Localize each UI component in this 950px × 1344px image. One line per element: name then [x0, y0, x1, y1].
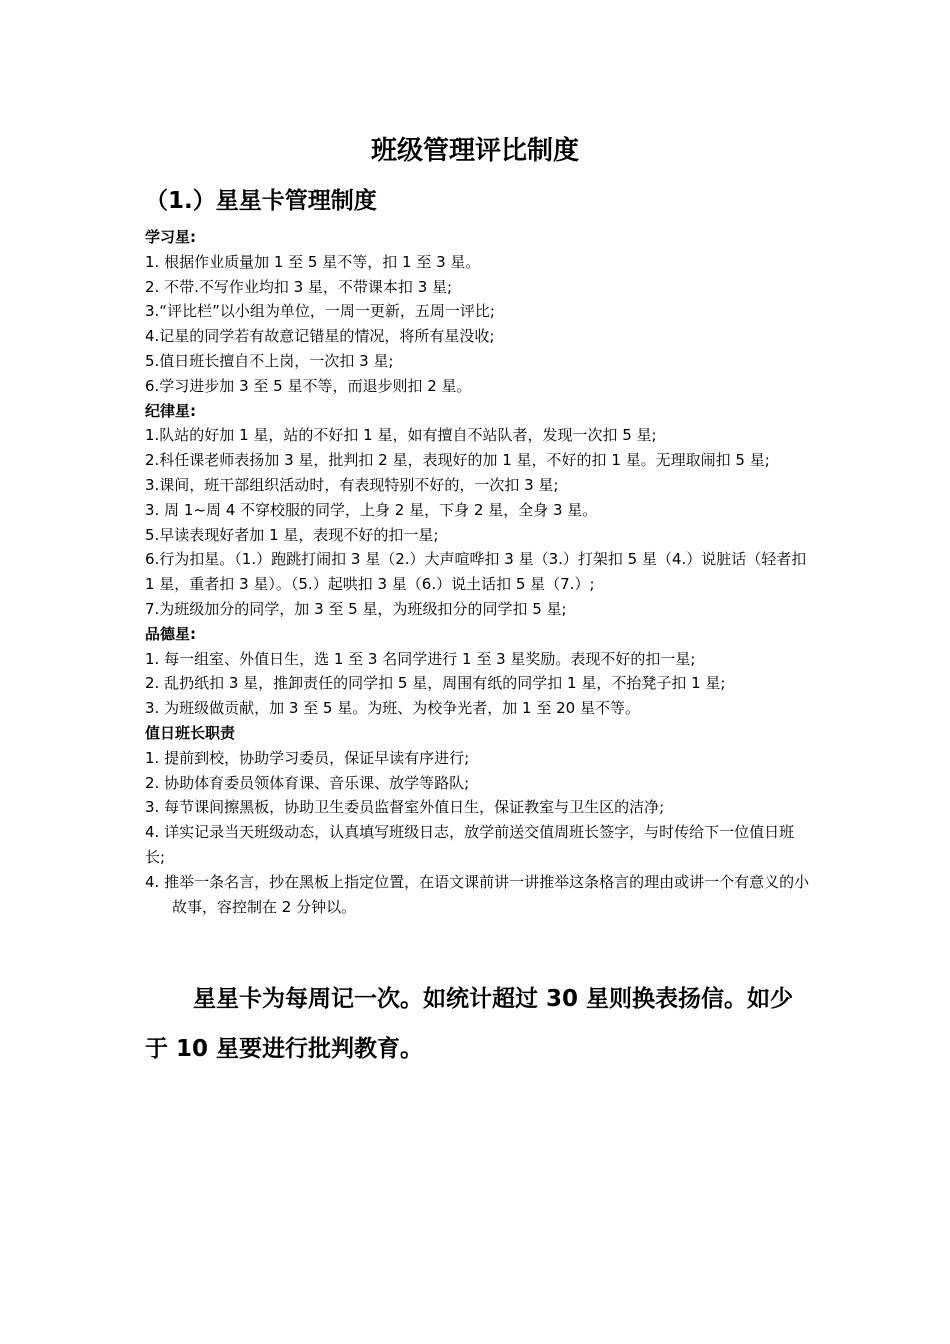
list-item: 2. 协助体育委员领体育课、音乐课、放学等路队; — [145, 773, 470, 792]
page-title: 班级管理评比制度 — [370, 136, 579, 166]
list-item: 1. 提前到校，协助学习委员，保证早读有序进行; — [145, 748, 470, 767]
list-item: 3.“评比栏”以小组为单位，一周一更新，五周一评比; — [145, 302, 495, 321]
section-heading-discipline-star: 纪律星: — [145, 401, 196, 420]
list-item: 2.科任课老师表扬加 3 星，批判扣 2 星，表现好的加 1 星，不好的扣 1 星。无理取闹扣 5 星; — [145, 451, 770, 470]
list-item: 4. 详实记录当天班级动态，认真填写班级日志，放学前送交值周班长签字，与时传给下一位值日班长; — [145, 823, 795, 866]
list-item: 3. 为班级做贡献，加 3 至 5 星。为班、为校争光者，加 1 至 20 星不等。 — [145, 699, 640, 718]
list-item: 1. 根据作业质量加 1 至 5 星不等，扣 1 至 3 星。 — [145, 252, 481, 271]
section-heading-duty-monitor: 值日班长职责 — [145, 723, 236, 742]
closing-note: 星星卡为每周记一次。如统计超过 30 星则换表扬信。如少于 10 星要进行批判教育。 — [145, 986, 794, 1062]
list-item: 4.记星的同学若有故意记错星的情况，将所有星没收; — [145, 327, 495, 346]
list-item: 5.早读表现好者加 1 星，表现不好的扣一星; — [145, 525, 439, 544]
list-item: 3.课间，班干部组织活动时，有表现特别不好的，一次扣 3 星; — [145, 475, 559, 494]
list-item: 2. 乱扔纸扣 3 星，推卸责任的同学扣 5 星，周围有纸的同学扣 1 星，不抬凳子扣 1 星; — [145, 674, 726, 693]
list-item: 3. 每节课间擦黑板，协助卫生委员监督室外值日生，保证教室与卫生区的洁净; — [145, 798, 665, 817]
list-item: 3. 周 1~周 4 不穿校服的同学，上身 2 星，下身 2 星，全身 3 星。 — [145, 500, 598, 519]
list-item: 1.队站的好加 1 星，站的不好扣 1 星，如有擅自不站队者，发现一次扣 5 星; — [145, 426, 657, 445]
section-heading-morality-star: 品德星: — [145, 624, 196, 643]
list-item: 7.为班级加分的同学，加 3 至 5 星，为班级扣分的同学扣 5 星; — [145, 599, 567, 618]
list-item: 5.值日班长擅自不上岗，一次扣 3 星; — [145, 351, 394, 370]
list-item: 6.学习进步加 3 至 5 星不等，而退步则扣 2 星。 — [145, 376, 472, 395]
list-item: 1. 每一组室、外值日生，选 1 至 3 名同学进行 1 至 3 星奖励。表现不好的扣一星; — [145, 649, 696, 668]
list-item: 6.行为扣星。（1.）跑跳打闹扣 3 星（2.）大声喧哗扣 3 星（3.）打架扣 5 星（4.）说脏话（轻者扣 1 星，重者扣 3 星）。（5.）起哄扣 3 星（6.）说土话扣 5 星（7.）; — [145, 550, 807, 594]
section-heading-study-star: 学习星: — [145, 228, 196, 246]
section-subtitle: （1.）星星卡管理制度 — [145, 188, 377, 214]
list-item: 4. 推举一条名言，抄在黑板上指定位置，在语文课前讲一讲推举这条格言的理由或讲一个有意义的小故事，容控制在 2 分钟以。 — [145, 872, 810, 916]
document-body — [145, 225, 810, 919]
list-item: 2. 不带.不写作业均扣 3 星，不带课本扣 3 星; — [145, 277, 453, 296]
